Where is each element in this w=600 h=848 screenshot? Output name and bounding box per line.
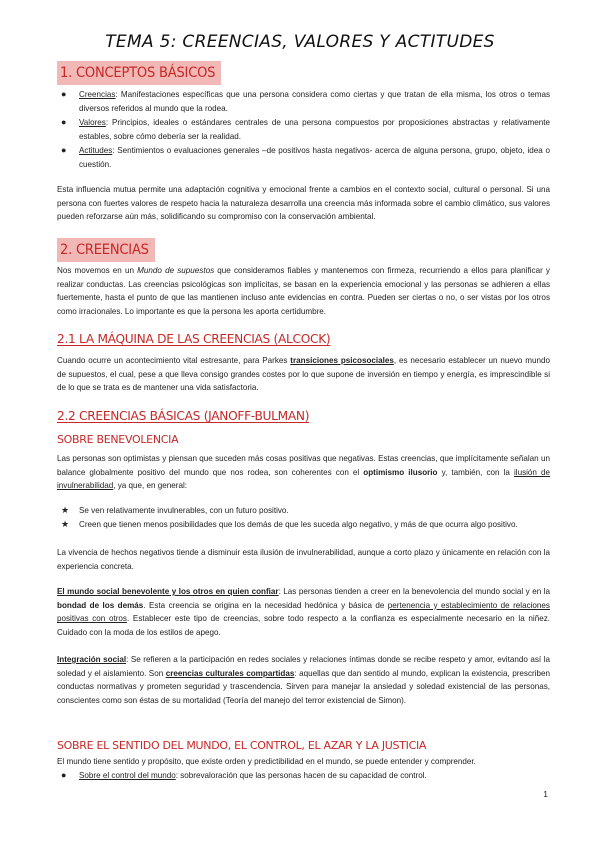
subsection-heading-alcock: 2.1 LA MÁQUINA DE LAS CREENCIAS (ALCOCK) — [57, 332, 331, 346]
text: Cuando ocurre un acontecimiento vital estresante, para Parkes — [57, 356, 291, 365]
text: Las personas son optimistas y piensan que suceden más cosas positivas que negativas. Estas creencias, que implícitamente señalan un balance globalmente positivo del mundo que nos rodea, son coherentes con el — [57, 454, 550, 477]
section-heading-conceptos: 1. CONCEPTOS BÁSICOS — [57, 61, 221, 85]
subheading-benevolencia: SOBRE BENEVOLENCIA — [57, 433, 179, 446]
subsection-heading-janoff-bulman: 2.2 CREENCIAS BÁSICAS (JANOFF-BULMAN) — [57, 409, 310, 423]
text: Nos movemos en un — [57, 266, 138, 275]
paragraph-integracion — [57, 653, 550, 708]
paragraph-vivencia: La vivencia de hechos negativos tiende a disminuir esta ilusión de invulnerabilidad, aunque a corto plazo y únicamente en relación con la experiencia concreta. — [57, 548, 550, 571]
term-creencias: Creencias — [79, 90, 116, 99]
bold-underlined-text: creencias culturales compartidas — [165, 668, 295, 678]
definition-text: : Sentimientos o evaluaciones generales –de positivos hasta negativos- acerca de alguna persona, grupo, objeto, idea o cuestión. — [79, 146, 550, 169]
term-valores: Valores — [79, 118, 106, 127]
bullet-dot-icon: ● — [61, 145, 67, 155]
list-item — [79, 116, 550, 143]
term-transiciones: transiciones psicosociales — [290, 356, 394, 365]
document-title: TEMA 5: CREENCIAS, VALORES Y ACTITUDES — [105, 32, 495, 52]
list-item — [79, 88, 550, 115]
list-item — [79, 144, 550, 171]
text: , es necesario establecer un nuevo mundo de supuestos, el cual, pese a que lleva consigo grandes costes por lo que supone de inversión en tiempo y energía, es imprescindible si de lo que se trata es de mantener una vida satisfactoria. — [57, 356, 550, 393]
text: y, también, con la — [437, 467, 514, 477]
term-integracion-social: Integración social — [57, 655, 127, 664]
text: : aquellas que dan sentido al mundo, explican la existencia, prescriben conductas normativas y prometen seguridad y trascendencia. Sirven para manejar la ansiedad y soledad existencial de las personas, conscientes como son éstas de su mortalidad (Teoría del manejo del terror existencial de Simon). — [57, 668, 550, 706]
page-number: 1 — [543, 789, 548, 799]
definition-text: : Principios, ideales o estándares centrales de una persona compuestos por proposiciones abstractas y relativamente estables, sobre cómo debería ser la realidad. — [79, 118, 550, 141]
paragraph-mundo-supuestos — [57, 264, 550, 319]
star-icon: ★ — [61, 519, 70, 529]
definition-text: : Manifestaciones específicas que una persona considera como ciertas y que tratan de ella misma, los otros o temas diversos referidos al mundo que la rodea. — [79, 90, 550, 113]
definition-text: : sobrevaloración que las personas hacen de su capacidad de control. — [175, 771, 427, 780]
text: , ya que, en general: — [113, 481, 188, 491]
paragraph-sentido: El mundo tiene sentido y propósito, que existe orden y predictibilidad en el mundo, se puede entender y comprender. — [57, 757, 476, 766]
text: . Establecer este tipo de creencias, sobre todo respecto a la confianza es especialmente necesario en la niñez. Cuidado con la moda de los estilos de apego. — [57, 614, 551, 638]
list-item — [79, 769, 550, 783]
subheading-sentido-mundo: SOBRE EL SENTIDO DEL MUNDO, EL CONTROL, EL AZAR Y LA JUSTICIA — [57, 739, 427, 752]
bullet-dot-icon: ● — [61, 770, 67, 780]
paragraph-parkes — [57, 354, 550, 395]
list-item: Creen que tienen menos posibilidades que los demás de que les suceda algo negativo, y más de que ocurra algo positivo. — [79, 520, 518, 529]
paragraph-influencia: Esta influencia mutua permite una adaptación cognitiva y emocional frente a cambios en el contexto social, cultural o personal. Si una persona con fuertes valores de respeto hacia la naturaleza desarrolla una creencia más informada sobre el cambio climático, sus valores pueden reforzarse aún más, solidificando su compromiso con la conservación ambiental. — [57, 185, 550, 222]
text: que consideramos fiables y mantenemos con firmeza, recurriendo a ellos para planificar y realizar conductas. Las creencias psicológicas son implícitas, se basan en la experiencia emocional y las personas se adhieren a ellas fuertemente, hasta el punto de que las mantienen incluso ante evidencias en contra. Pueden ser ciertas o no, o ser vistas por los otros como irracionales. Lo importante es que la persona les aporta certidumbre. — [57, 266, 550, 317]
term-control: Sobre el control del mundo — [79, 771, 176, 780]
paragraph-mundo-social — [57, 585, 550, 640]
text: : Las personas tienden a creer en la benevolencia del mundo social y en la — [278, 587, 550, 596]
term-actitudes: Actitudes — [79, 146, 113, 155]
text: . Esta creencia se origina en la necesidad hedónica y básica de — [143, 600, 388, 610]
underlined-text: pertenencia y establecimiento de relaciones positivas con otros — [57, 600, 550, 624]
emphasis-text: Mundo de supuestos — [137, 266, 215, 275]
bullet-dot-icon: ● — [61, 89, 67, 99]
bold-text: bondad de los demás — [57, 600, 144, 610]
section-heading-creencias: 2. CREENCIAS — [57, 238, 155, 262]
term-mundo-social: El mundo social benevolente y los otros en quien confiar — [57, 587, 279, 596]
paragraph-optimistas — [57, 452, 550, 493]
bullet-dot-icon: ● — [61, 117, 67, 127]
text: : Se refieren a la participación en redes sociales y relaciones íntimas donde se recibe respeto y amor, evitando así la soledad y el aislamiento. Son — [57, 655, 550, 678]
bold-text: optimismo ilusorio — [363, 467, 438, 477]
list-item: Se ven relativamente invulnerables, con un futuro positivo. — [79, 506, 289, 515]
underlined-text: ilusión de invulnerabilidad — [57, 467, 551, 491]
star-icon: ★ — [61, 505, 70, 515]
